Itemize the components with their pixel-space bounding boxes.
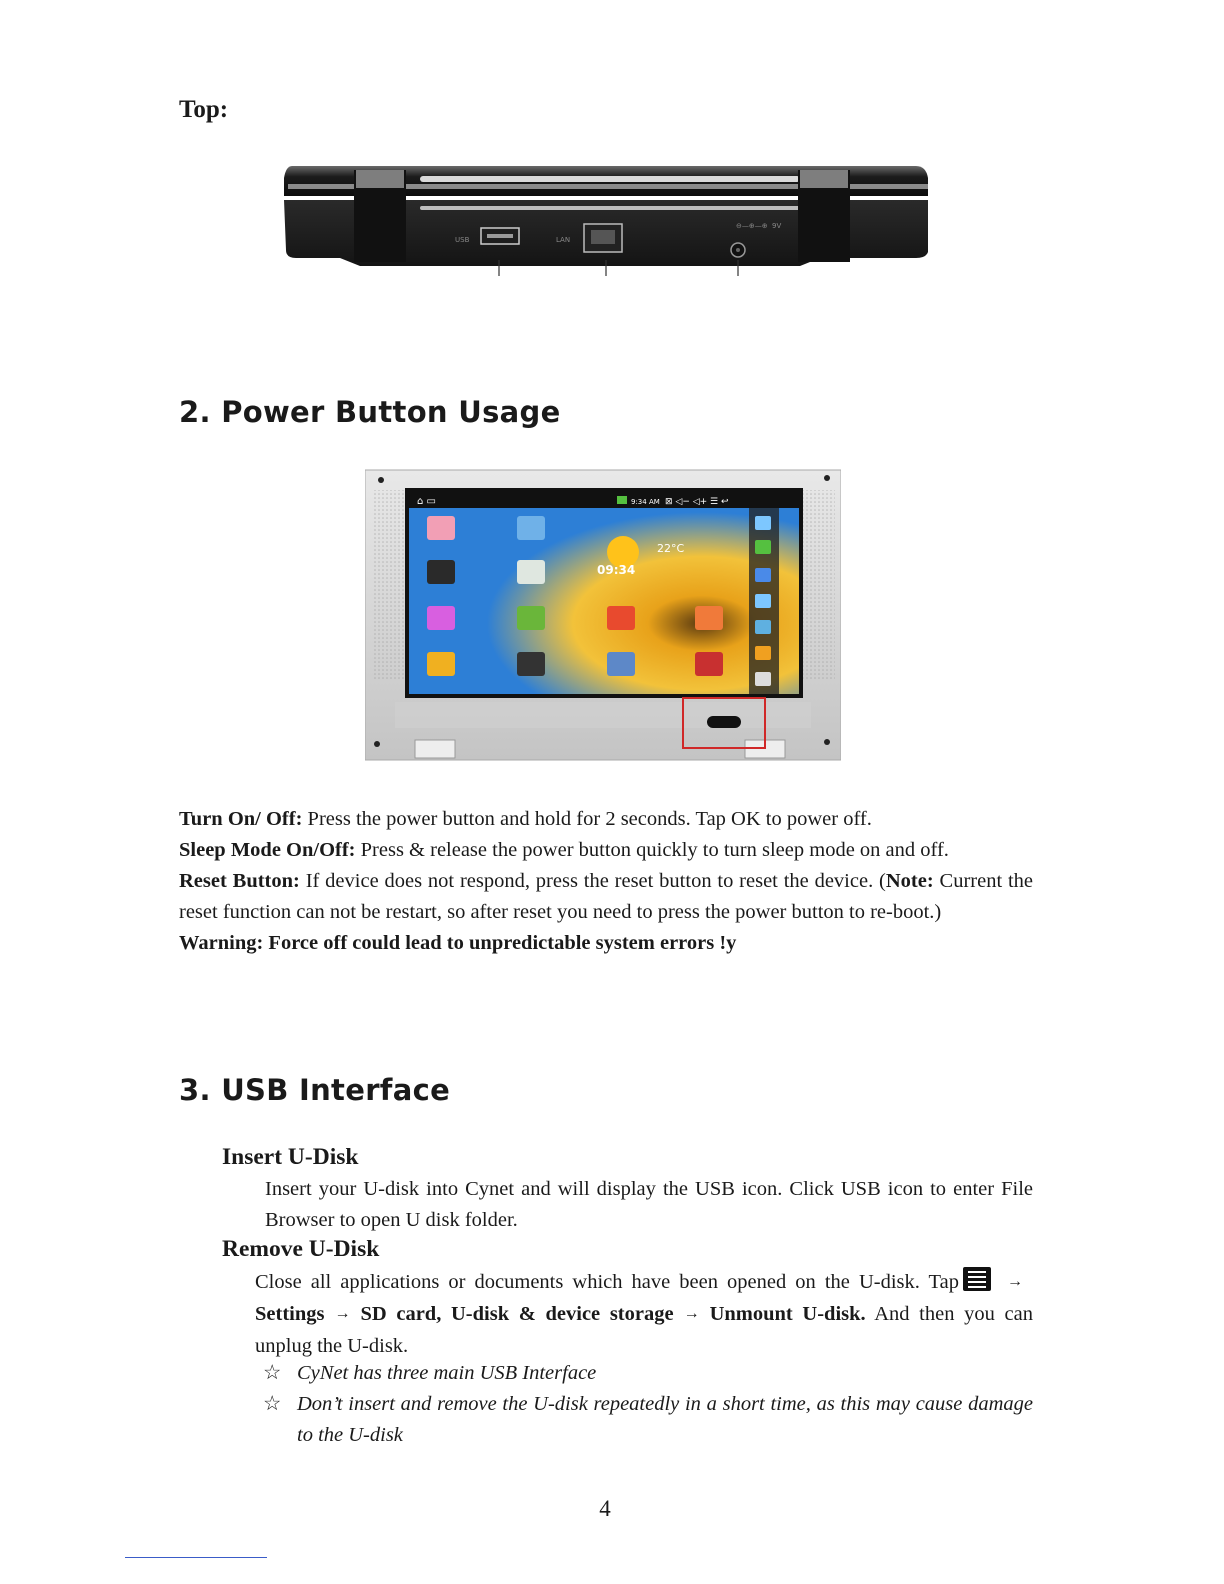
usb-port-label: USB: [455, 236, 470, 244]
sleep-mode-label: Sleep Mode On/Off:: [179, 839, 356, 861]
svg-text:⊖—⊕—⊕: ⊖—⊕—⊕: [736, 222, 768, 230]
reset-text: If device does not respond, press the reset button to reset the device. (: [299, 870, 886, 892]
arrow-icon: →: [334, 1305, 351, 1322]
settings-step: Settings: [255, 1303, 325, 1325]
sleep-mode-text: Press & release the power button quickly to turn sleep mode on and off.: [355, 839, 949, 861]
remove-udisk-body: [255, 1267, 1033, 1362]
star-icon: ☆: [263, 1393, 282, 1415]
dc-port-label: 9V: [772, 222, 782, 230]
status-time: 9:34 AM: [631, 498, 660, 506]
weather-temp: 22°C: [657, 542, 685, 555]
list-item: [263, 1389, 1033, 1451]
section-heading-power: 2. Power Button Usage: [179, 395, 561, 429]
bullet-text-2: Don’t insert and remove the U-disk repeatedly in a short time, as this may cause damage to the U-disk: [297, 1393, 1033, 1446]
svg-text:⊠ ◁− ◁+ ☰ ↩: ⊠ ◁− ◁+ ☰ ↩: [665, 497, 729, 507]
lan-port-label: LAN: [556, 236, 571, 244]
device-front-view-image: [365, 468, 841, 762]
top-label: Top:: [179, 96, 229, 123]
reset-label: Reset Button:: [179, 870, 300, 892]
page-number: 4: [599, 1496, 611, 1521]
remove-intro-text: Close all applications or documents which have been opened on the U-disk. Tap: [255, 1271, 959, 1293]
star-icon: ☆: [263, 1362, 282, 1384]
power-instructions: [179, 804, 1033, 959]
turn-on-text: Press the power button and hold for 2 seconds. Tap OK to power off.: [302, 808, 872, 830]
insert-udisk-body: Insert your U-disk into Cynet and will display the USB icon. Click USB icon to enter File Browser to open U disk folder.: [265, 1178, 1033, 1231]
menu-icon: [963, 1267, 991, 1291]
clock-widget: 09:34: [597, 563, 636, 577]
arrow-icon: →: [683, 1305, 700, 1322]
unmount-step: Unmount U-disk.: [709, 1303, 866, 1325]
device-top-view-image: [280, 160, 932, 280]
note-text: Current the reset function can not be restart, so after reset you need to press the power button to re-boot.): [179, 870, 1034, 923]
turn-on-label: Turn On/ Off:: [179, 808, 303, 830]
section-heading-usb: 3. USB Interface: [179, 1073, 451, 1107]
remove-outro-text: And then you can unplug the U-disk.: [255, 1303, 1033, 1357]
list-item: [263, 1358, 1033, 1389]
footnote-divider: [125, 1557, 267, 1558]
storage-step: SD card, U-disk & device storage: [360, 1303, 674, 1325]
insert-udisk-heading: Insert U-Disk: [222, 1144, 359, 1170]
bullet-text-1: CyNet has three main USB Interface: [297, 1362, 597, 1384]
svg-text:⌂ ▭: ⌂ ▭: [417, 496, 436, 507]
remove-udisk-heading: Remove U-Disk: [222, 1236, 380, 1262]
warning-text: Warning: Force off could lead to unpredictable system errors !y: [179, 932, 737, 954]
arrow-icon: →: [1007, 1273, 1023, 1290]
bullet-list: [263, 1358, 1033, 1451]
note-label: Note:: [885, 870, 934, 892]
